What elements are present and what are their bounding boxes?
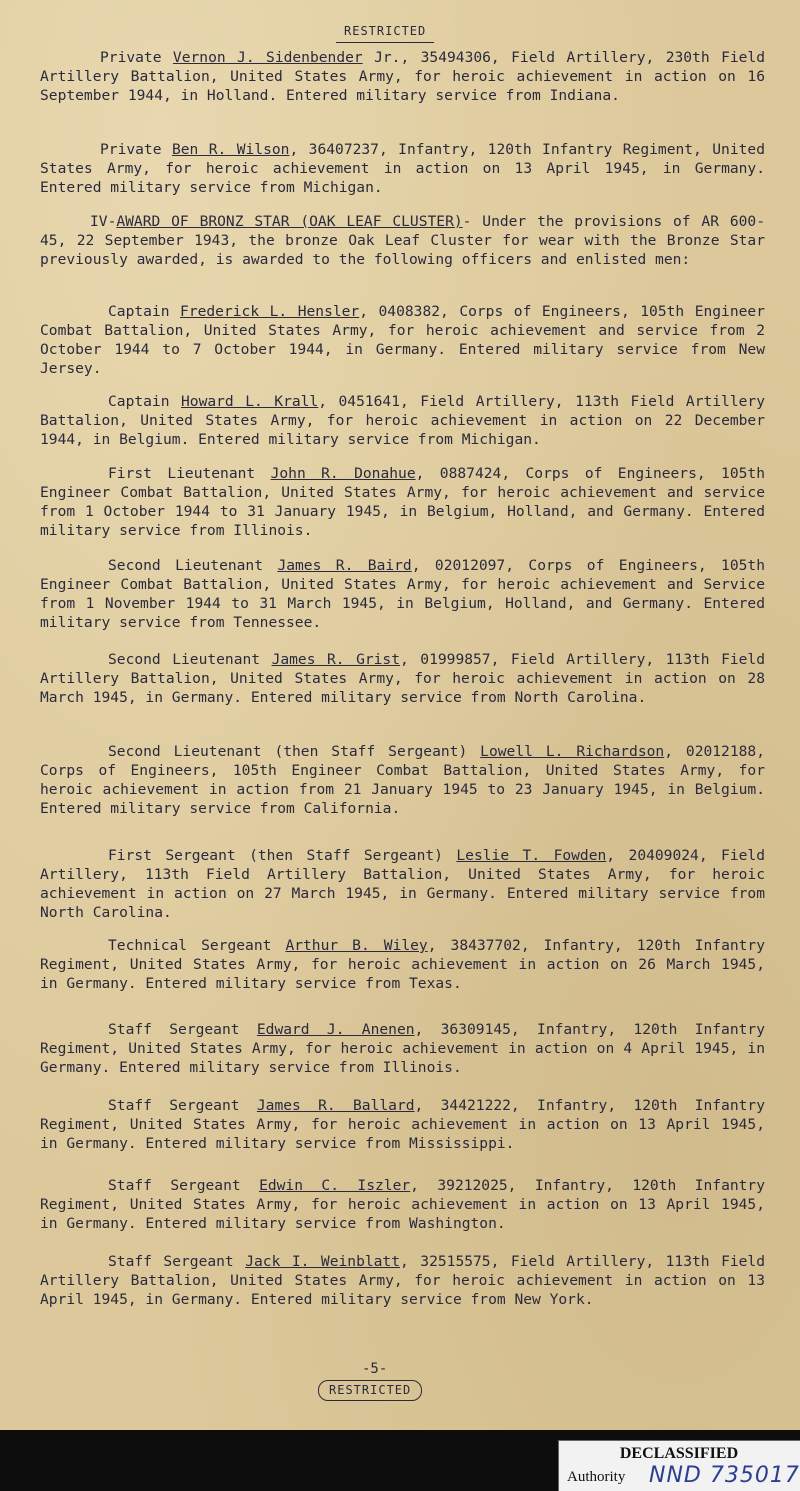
citation-paragraph-8: Second Lieutenant (then Staff Sergeant) Lowell L. Richardson, 02012188, Corps of Engineers, 105th Engineer Combat Battalion, United States Army, for heroic achievement in action from 21 January 1945 to 23 January 1945, in Belgium. Entered military service from California. [40,743,765,817]
citation-paragraph-4: Captain Howard L. Krall, 0451641, Field Artillery, 113th Field Artillery Battalion, United States Army, for heroic achievement in action on 22 December 1944, in Belgium. Entered military service from Michigan. [40,393,765,448]
recipient-name: James R. Ballard [256,1097,415,1114]
citation-paragraph-6: Second Lieutenant James R. Baird, 02012097, Corps of Engineers, 105th Engineer Combat Battalion, United States Army, for heroic achievement and Service from 1 November 1944 to 31 March 1945, in Belgium, Holland, and Germany. Entered military service from Tennessee. [40,557,765,631]
citation-paragraph-9: First Sergeant (then Staff Sergeant) Leslie T. Fowden, 20409024, Field Artillery, 113th Field Artillery Battalion, United States Army, for heroic achievement in action on 27 March 1945, in Germany. Entered military service from North Carolina. [40,847,765,921]
recipient-name: James R. Grist [271,651,401,668]
restricted-footer-stamp: RESTRICTED [318,1380,422,1401]
citation-paragraph-7: Second Lieutenant James R. Grist, 01999857, Field Artillery, 113th Field Artillery Battalion, United States Army, for heroic achievement in action on 28 March 1945, in Germany. Entered military service from North Carolina. [40,651,766,706]
recipient-name: John R. Donahue [270,465,416,482]
citation-paragraph-2: Private Ben R. Wilson, 36407237, Infantry, 120th Infantry Regiment, United States Army, for heroic achievement in action on 13 April 1945, in Germany. Entered military service from Michigan. [40,141,765,196]
recipient-name: Edwin C. Iszler [259,1177,411,1194]
recipient-name: James R. Baird [277,557,412,574]
citation-paragraph-3: Captain Frederick L. Hensler, 0408382, Corps of Engineers, 105th Engineer Combat Battalion, United States Army, for heroic achievement and service from 2 October 1944 to 7 October 1944, in Germany. Entered military service from New Jersey. [40,303,765,377]
citation-paragraph-12: Staff Sergeant James R. Ballard, 34421222, Infantry, 120th Infantry Regiment, United States Army, for heroic achievement in action on 13 April 1945, in Germany. Entered military service from Mississippi. [40,1097,765,1152]
citation-paragraph-10: Technical Sergeant Arthur B. Wiley, 38437702, Infantry, 120th Infantry Regiment, United States Army, for heroic achievement in action on 26 March 1945, in Germany. Entered military service from Texas. [40,937,765,992]
recipient-name: Arthur B. Wiley [285,937,428,954]
restricted-header-stamp: RESTRICTED [336,22,434,43]
citation-paragraph-5: First Lieutenant John R. Donahue, 0887424, Corps of Engineers, 105th Engineer Combat Battalion, United States Army, for heroic achievement and service from 1 October 1944 to 31 January 1945, in Belgium, Holland, and Germany. Entered military service from Illinois. [40,465,765,539]
citation-paragraph-14: Staff Sergeant Jack I. Weinblatt, 32515575, Field Artillery, 113th Field Artillery Battalion, United States Army, for heroic achievement in action on 13 April 1945, in Germany. Entered military service from New York. [40,1253,766,1308]
recipient-name: Howard L. Krall [181,393,319,410]
recipient-name: Edward J. Anenen [256,1021,415,1038]
section-title: AWARD OF BRONZ STAR (OAK LEAF CLUSTER) [116,213,463,230]
recipient-name: Ben R. Wilson [171,141,290,158]
citation-paragraph-11: Staff Sergeant Edward J. Anenen, 36309145, Infantry, 120th Infantry Regiment, United States Army, for heroic achievement in action on 4 April 1945, in Germany. Entered military service from Illinois. [40,1021,765,1076]
recipient-name: Frederick L. Hensler [180,303,360,320]
citation-paragraph-1: Private Vernon J. Sidenbender Jr., 35494306, Field Artillery, 230th Field Artillery Battalion, United States Army, for heroic achievement in action on 16 September 1944, in Holland. Entered military service from Indiana. [40,49,766,104]
section-iv-heading-paragraph: IV-AWARD OF BRONZ STAR (OAK LEAF CLUSTER)- Under the provisions of AR 600-45, 22 September 1943, the bronze Oak Leaf Cluster for wear with the Bronze Star previously awarded, is awarded to the following officers and enlisted men: [40,213,765,268]
authority-label: Authority [567,1469,626,1485]
authority-value: NND 735017 [649,1463,800,1488]
declassified-stamp [558,1440,800,1491]
recipient-name: Lowell L. Richardson [480,743,665,760]
declassified-title: DECLASSIFIED [619,1445,739,1462]
recipient-name: Leslie T. Fowden [456,847,607,864]
citation-paragraph-13: Staff Sergeant Edwin C. Iszler, 39212025, Infantry, 120th Infantry Regiment, United States Army, for heroic achievement in action on 13 April 1945, in Germany. Entered military service from Washington. [40,1177,766,1232]
recipient-name: Vernon J. Sidenbender [172,49,363,66]
page-number: -5- [362,1361,388,1377]
recipient-name: Jack I. Weinblatt [245,1253,401,1270]
